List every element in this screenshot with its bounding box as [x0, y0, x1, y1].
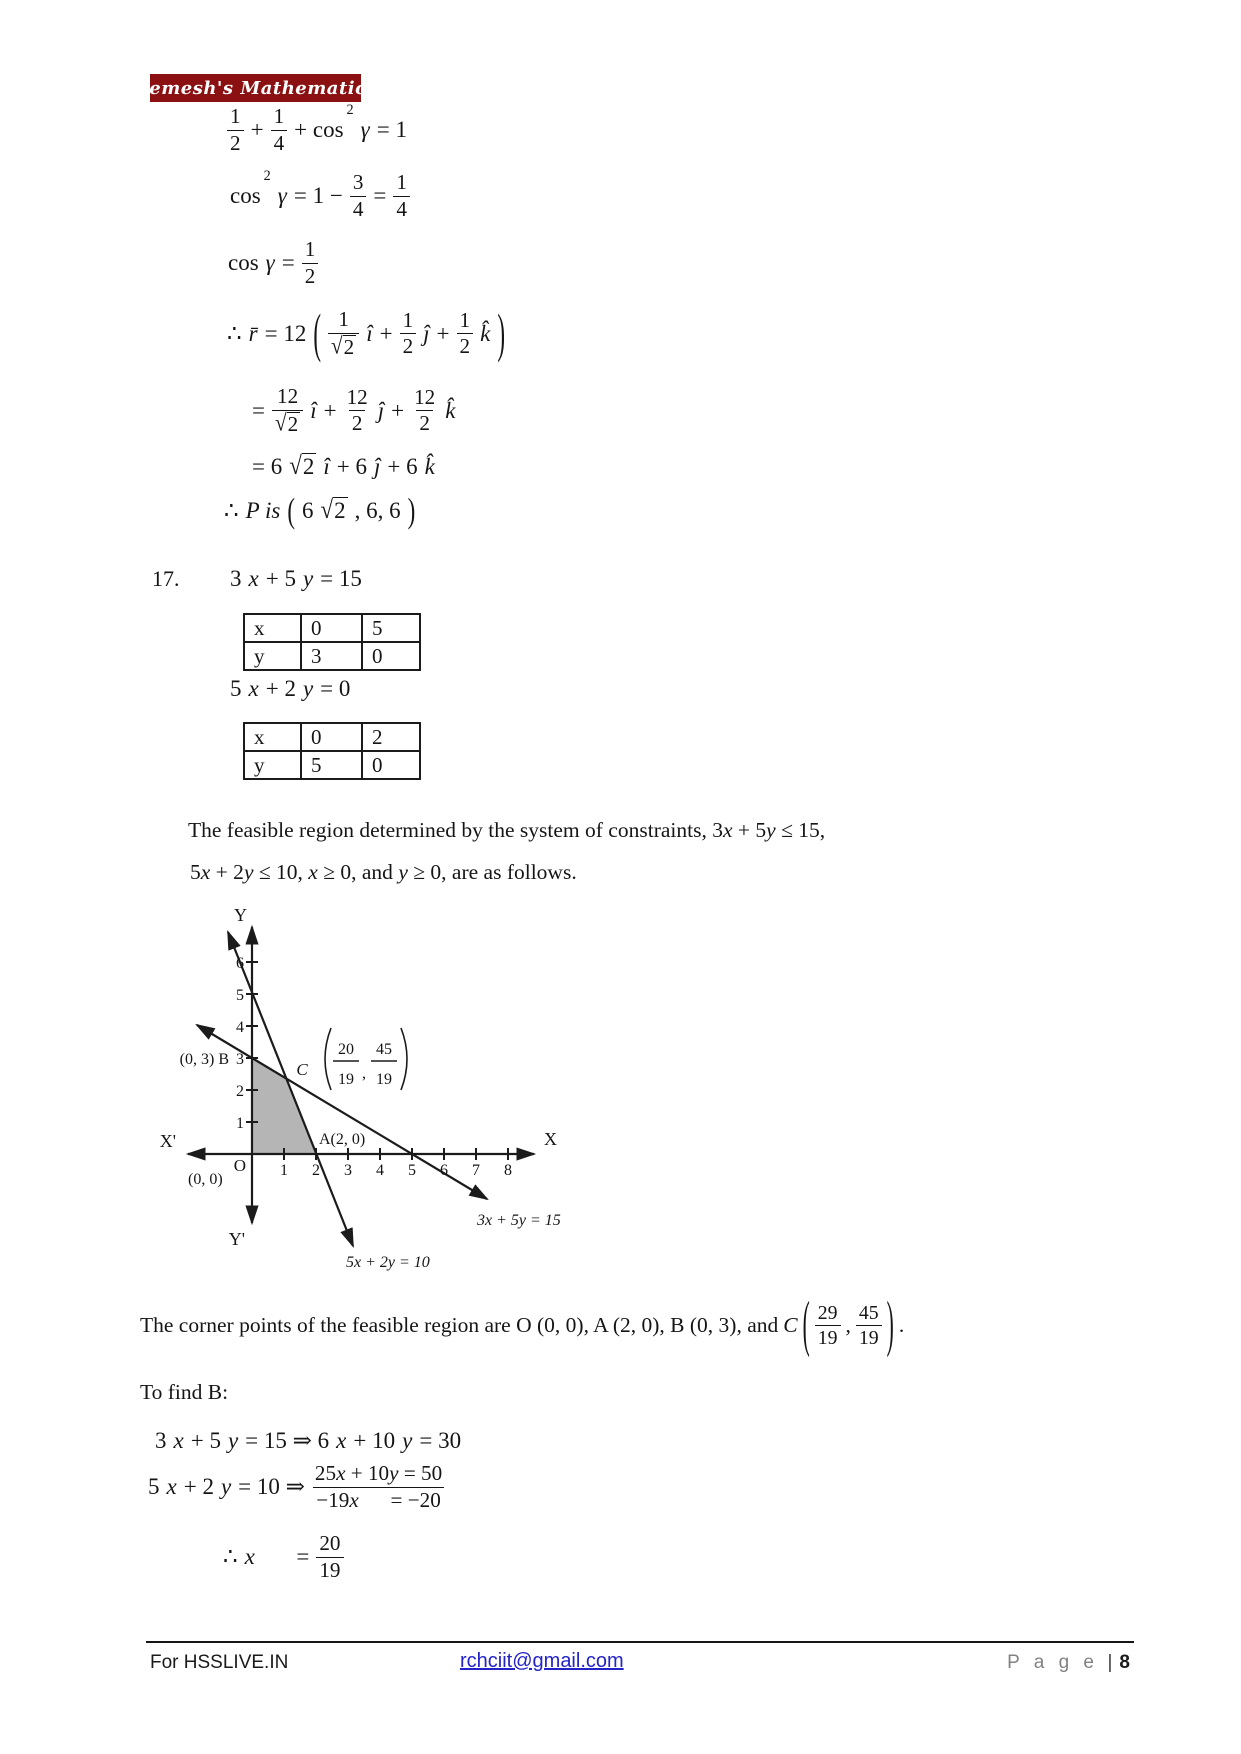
math-token: + 2	[183, 1474, 214, 1500]
math-token: 3	[230, 566, 242, 591]
problem-number: 17.	[152, 566, 180, 591]
c-fraction-1-numerator: 20	[338, 1041, 354, 1058]
math-token: The corner points of the feasible region are O (0, 0), A (2, 0), B (0, 3), and	[140, 1313, 779, 1338]
math-token: x	[248, 676, 259, 701]
c-fraction-2-denominator: 19	[376, 1071, 392, 1088]
intro-paragraph-line-1	[188, 818, 825, 843]
fraction	[328, 308, 359, 359]
table-cell: y	[244, 751, 301, 779]
math-token: ∴	[224, 497, 239, 523]
fraction	[272, 385, 303, 436]
math-token: + 10	[353, 1428, 396, 1453]
feasible-region-graph	[150, 903, 580, 1283]
math-token: + 6	[387, 453, 418, 479]
table-cell: 3	[301, 642, 362, 670]
math-token: 2	[419, 411, 430, 436]
math-token: 4	[352, 196, 364, 221]
math-token: =	[252, 397, 265, 423]
fraction	[411, 386, 438, 436]
solution-line-3	[223, 1532, 344, 1582]
square-root: √ 2	[331, 332, 355, 360]
math-token: + 6	[336, 453, 367, 479]
c-fraction-2-numerator: 45	[376, 1041, 392, 1058]
math-token: + 2	[265, 676, 296, 701]
math-token: 2	[402, 334, 414, 359]
math-token: )	[497, 304, 505, 364]
problem-17-row	[152, 566, 362, 592]
point-a-label: A(2, 0)	[319, 1131, 366, 1148]
math-token: 2	[263, 168, 271, 184]
x-tick-label: 2	[312, 1162, 320, 1179]
math-token: 12	[414, 384, 436, 409]
math-token: +	[436, 320, 450, 346]
math-token: r̄	[248, 320, 258, 346]
math-token: ≤ 10,	[253, 860, 309, 884]
math-token: = 15	[320, 566, 362, 591]
value-table-1	[243, 613, 421, 671]
math-token: î	[323, 453, 330, 479]
math-token: 2	[346, 102, 354, 118]
math-token: γ	[277, 183, 287, 209]
value-table-2	[243, 722, 421, 780]
math-token: 1	[230, 104, 241, 128]
point-b-label: (0, 3) B	[179, 1051, 229, 1068]
equation-line-2	[230, 168, 410, 221]
math-token: .	[898, 1313, 905, 1338]
equation-line-3	[228, 238, 318, 288]
footer-divider	[146, 1641, 1134, 1643]
math-token: P is	[245, 497, 281, 523]
math-token: 2	[304, 263, 316, 288]
equation-line-1	[227, 102, 407, 155]
math-token: 45	[858, 1302, 879, 1324]
math-token: 29	[817, 1302, 838, 1324]
math-token: = 1	[376, 117, 407, 143]
table-cell: 0	[301, 723, 362, 751]
x-tick-label: 1	[280, 1162, 288, 1179]
math-token: 1	[402, 307, 414, 332]
fraction	[400, 309, 417, 359]
math-token: ≥ 0, and	[317, 860, 399, 884]
origin-label: O	[233, 1156, 246, 1175]
math-token: (	[287, 491, 296, 530]
math-token: x	[308, 860, 318, 884]
math-token: 25	[314, 1461, 337, 1485]
math-token: ,	[845, 1313, 851, 1338]
math-token: +	[323, 397, 337, 423]
brand-logo-text: Remesh's Mathematics	[133, 77, 378, 99]
fraction	[815, 1302, 841, 1349]
y-tick-label: 6	[236, 955, 244, 972]
math-token: ∴	[223, 1544, 238, 1570]
y-tick-label: 2	[236, 1083, 244, 1100]
square-root: √ 2	[274, 409, 299, 437]
math-token: +	[391, 397, 405, 423]
math-token: x	[349, 1487, 359, 1512]
fraction	[271, 105, 288, 155]
y-axis-label: Y	[234, 905, 247, 925]
math-token: 2	[351, 411, 363, 436]
line-label-5x2y: 5x + 2y = 10	[346, 1254, 430, 1271]
table-cell: y	[244, 642, 301, 670]
math-token: = 10 ⇒	[238, 1474, 305, 1500]
table-cell: 0	[301, 614, 362, 642]
to-find-b-label: To find B:	[140, 1380, 229, 1404]
y-tick-label: 4	[236, 1019, 244, 1036]
square-root: √ 2	[320, 495, 346, 524]
c-comma: ,	[362, 1065, 366, 1082]
math-token: 3	[352, 170, 364, 194]
math-token: = −20	[358, 1487, 441, 1512]
math-token: 1	[396, 170, 407, 194]
math-token: + 2	[210, 860, 244, 884]
math-token: y	[220, 1474, 232, 1500]
math-token: = 15 ⇒ 6	[245, 1428, 330, 1453]
table-row	[244, 614, 420, 642]
math-token: + 10	[345, 1461, 390, 1485]
x-tick-label: 4	[376, 1162, 384, 1179]
math-token: 1	[304, 237, 316, 261]
math-token: ĵ	[423, 320, 430, 346]
square-root: √ 2	[289, 451, 315, 480]
math-token: x	[244, 1544, 255, 1570]
x-axis-label: X	[544, 1129, 557, 1149]
math-token: 20	[319, 1531, 341, 1555]
math-token: = 12	[264, 320, 307, 346]
corner-points-paragraph	[140, 1288, 905, 1359]
c-fraction-1-denominator: 19	[338, 1071, 354, 1088]
point-c-name: C	[296, 1060, 308, 1079]
equation-line-7	[224, 491, 416, 530]
math-token: ∴	[227, 320, 242, 346]
table-cell: x	[244, 723, 301, 751]
math-token: 4	[396, 196, 407, 221]
origin-point-label: (0, 0)	[188, 1171, 223, 1188]
x-tick-label: 8	[504, 1162, 512, 1179]
solution-line-1	[155, 1428, 461, 1454]
math-token: y	[398, 860, 408, 884]
math-token: 5	[190, 860, 201, 884]
equation-line-5	[252, 385, 455, 436]
math-token: = 0	[320, 676, 351, 701]
math-token: −19	[316, 1487, 350, 1512]
footer-email-link[interactable]: rchciit@gmail.com	[460, 1650, 624, 1672]
footer-page-separator: |	[1107, 1652, 1113, 1673]
math-token: cos	[230, 183, 261, 209]
math-token: x	[722, 818, 733, 842]
math-token: y	[389, 1461, 399, 1485]
table-cell: 2	[362, 723, 420, 751]
intro-paragraph-line-2	[190, 860, 577, 885]
table-row	[244, 723, 420, 751]
math-token: x	[336, 1428, 347, 1453]
math-token: = 50	[398, 1461, 443, 1485]
x-tick-label: 3	[344, 1162, 352, 1179]
y-tick-label: 3	[236, 1051, 244, 1068]
math-token: x	[336, 1461, 346, 1485]
footer-page-indicator	[1007, 1652, 1130, 1674]
math-token: ≥ 0, are as follows.	[407, 860, 577, 884]
table-row	[244, 751, 420, 779]
math-token: + 5	[265, 566, 296, 591]
equation-line-6	[252, 453, 435, 480]
math-token: γ	[265, 250, 275, 276]
y-axis-negative-label: Y'	[228, 1229, 245, 1249]
footer-page-number: 8	[1119, 1652, 1130, 1673]
problem-17-equation-1	[230, 566, 362, 592]
y-tick-label: 5	[236, 987, 244, 1004]
math-token: +	[379, 320, 393, 346]
math-token: =	[373, 183, 387, 209]
point-c-label	[296, 1028, 407, 1090]
math-token: y	[243, 860, 254, 884]
math-token: γ	[360, 117, 370, 143]
math-token: +	[250, 117, 264, 143]
math-token: 12	[346, 384, 368, 409]
math-token: = 1 −	[293, 183, 343, 209]
math-token: The feasible region determined by the system of constraints, 3	[188, 818, 723, 842]
math-token: 4	[273, 130, 285, 155]
fraction	[457, 309, 474, 359]
math-token: 2	[459, 334, 471, 359]
math-token: x	[248, 566, 259, 591]
math-token: 1	[273, 104, 285, 128]
math-token: =	[261, 1544, 310, 1570]
fraction	[344, 386, 371, 436]
math-token: 5	[230, 676, 242, 701]
fraction	[856, 1302, 882, 1349]
math-token: y	[227, 1428, 239, 1453]
math-token: + cos	[294, 117, 344, 143]
math-token: x	[166, 1474, 177, 1500]
math-token: + 5	[190, 1428, 221, 1453]
x-tick-label: 6	[440, 1162, 448, 1179]
x-tick-label: 7	[472, 1162, 480, 1179]
math-token: 19	[858, 1327, 879, 1350]
math-token: )	[407, 491, 416, 530]
math-token: 1	[459, 307, 471, 332]
math-token: î	[366, 320, 373, 346]
fraction	[393, 171, 410, 221]
fraction	[350, 171, 367, 221]
math-token: ≤ 15,	[775, 818, 826, 842]
math-token: x	[173, 1428, 184, 1453]
math-token: 2	[230, 130, 241, 155]
math-token: , 6, 6	[354, 497, 401, 523]
table-cell: 5	[301, 751, 362, 779]
math-token: y	[402, 1428, 413, 1453]
brand-logo	[133, 74, 378, 102]
solution-line-2	[148, 1462, 445, 1512]
x-tick-label: 5	[408, 1162, 416, 1179]
math-token: y	[302, 566, 314, 591]
left-paren-shape	[325, 1028, 331, 1090]
fraction	[227, 105, 244, 155]
footer-site-text: For HSSLIVE.IN	[150, 1652, 289, 1673]
math-token: 3	[155, 1428, 167, 1453]
math-token: 12	[277, 384, 299, 408]
equation-line-4	[227, 304, 505, 364]
table-cell: x	[244, 614, 301, 642]
math-token: 6	[302, 497, 314, 523]
math-token: (	[802, 1288, 810, 1359]
math-token: 5	[148, 1474, 160, 1500]
math-token: = 6	[252, 453, 283, 479]
x-axis-negative-label: X'	[159, 1131, 176, 1151]
math-token: 19	[319, 1557, 341, 1582]
math-token: 1	[338, 307, 349, 331]
table-cell: 5	[362, 614, 420, 642]
math-token: =	[281, 250, 295, 276]
math-token: y	[302, 676, 314, 701]
math-token: (	[313, 304, 321, 364]
math-token: k̂	[424, 453, 435, 479]
table-cell: 0	[362, 642, 420, 670]
math-token: x	[200, 860, 211, 884]
footer-page-word: P a g e	[1007, 1652, 1099, 1673]
math-token: k̂	[480, 320, 491, 346]
y-tick-label: 1	[236, 1115, 244, 1132]
math-token: 19	[817, 1327, 838, 1350]
math-token: î	[310, 397, 317, 423]
math-token: )	[886, 1288, 894, 1359]
fraction	[312, 1462, 445, 1512]
math-token: C	[783, 1313, 798, 1338]
fraction	[302, 238, 319, 288]
math-token: ĵ	[373, 453, 381, 479]
fraction	[316, 1532, 343, 1582]
math-token: cos	[228, 250, 259, 276]
table-row	[244, 642, 420, 670]
math-token: = 30	[419, 1428, 462, 1453]
math-token: ĵ	[377, 397, 385, 423]
line-label-3x5y: 3x + 5y = 15	[477, 1212, 561, 1229]
math-token: + 5	[732, 818, 767, 842]
math-token: k̂	[445, 397, 456, 423]
problem-17-equation-2	[230, 676, 350, 702]
table-cell: 0	[362, 751, 420, 779]
math-token: y	[766, 818, 776, 842]
right-paren-shape	[401, 1028, 407, 1090]
